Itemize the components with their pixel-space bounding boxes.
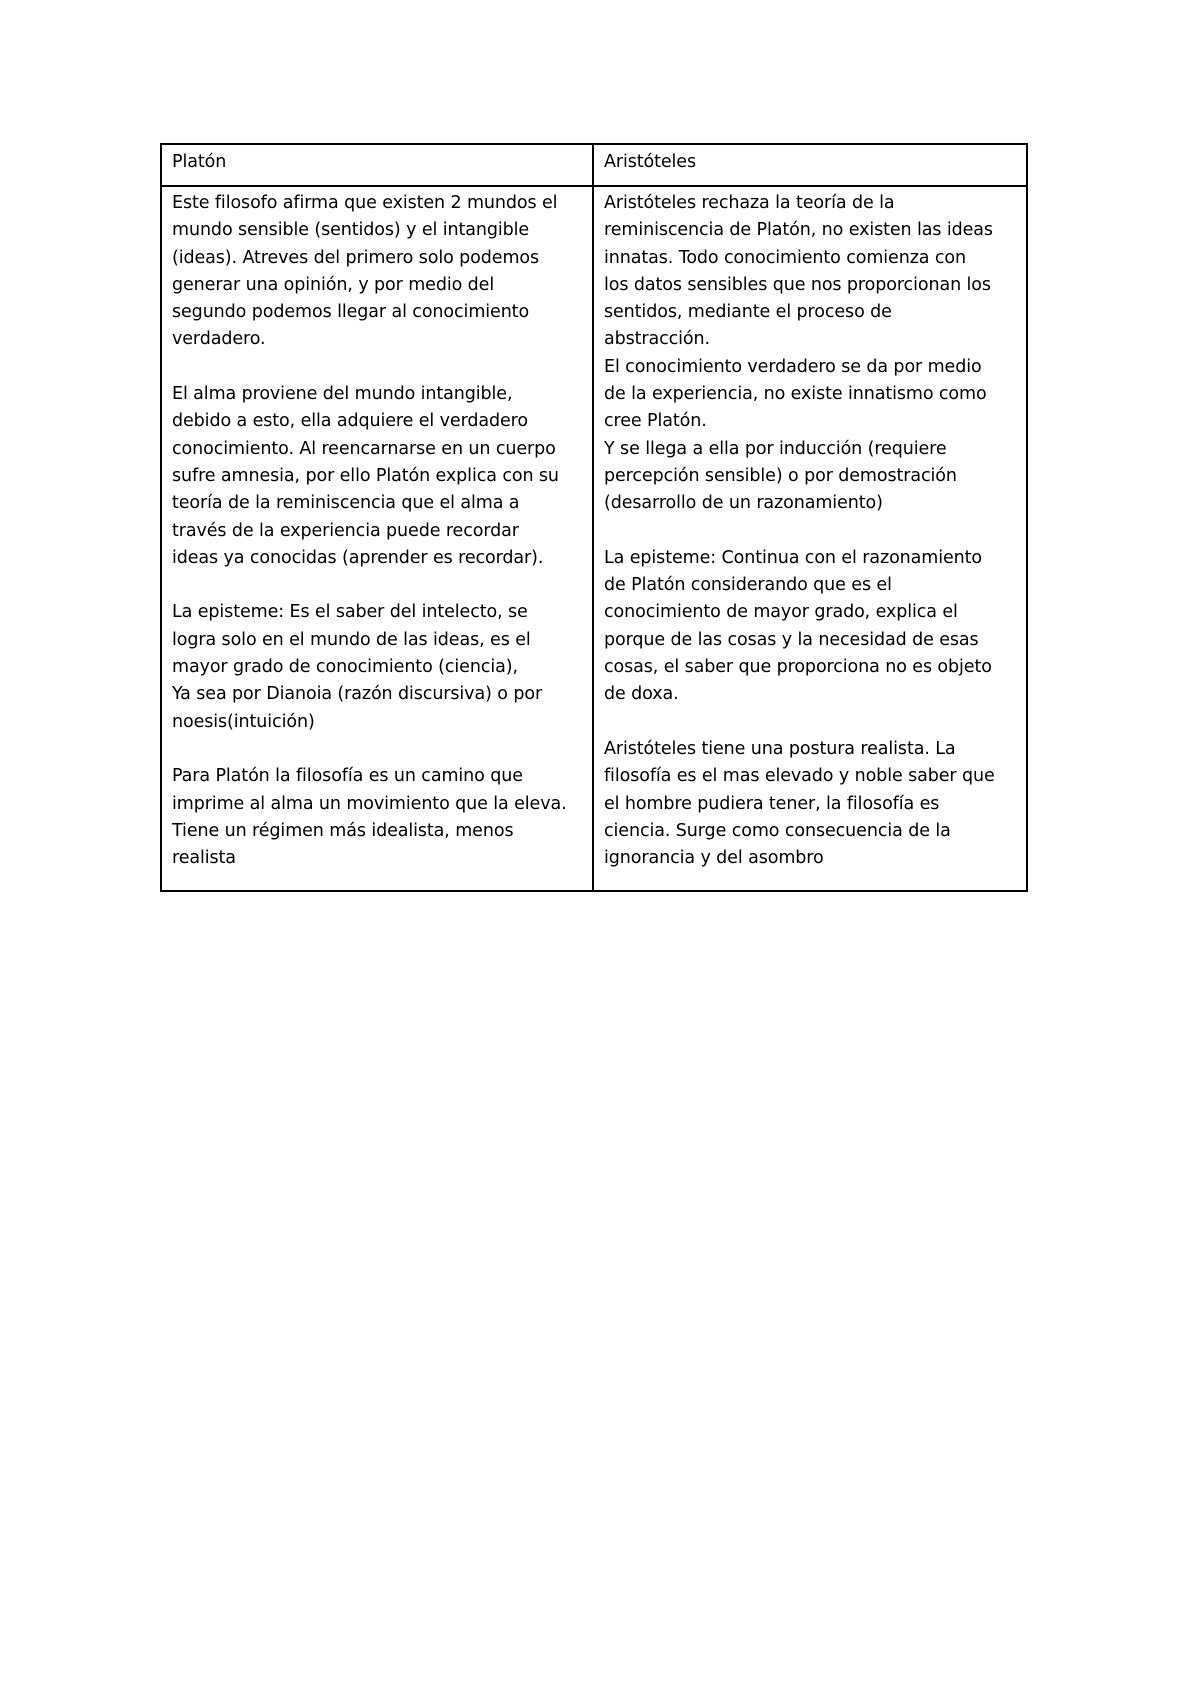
paragraph-spacer [172,572,582,599]
aristoteles-paragraph-reminiscence: Aristóteles rechaza la teoría de la reminiscencia de Platón, no existen las ideas innatas. Todo conocimiento comienza con los datos sensibles que nos proporcionan los sentidos, mediante el proceso de abstracción. El conocimiento verdadero se da por medio de la experiencia, no existe innatismo como cree Platón. Y se llega a ella por inducción (requiere percepción sensible) o por demostración (desarrollo de un razonamiento) [604,193,993,514]
header-platon: Platón [161,144,593,186]
header-aristoteles: Aristóteles [593,144,1027,186]
paragraph-spacer [604,518,1016,545]
platon-paragraph-soul: El alma proviene del mundo intangible, debido a esto, ella adquiere el verdadero conocimiento. Al reencarnarse en un cuerpo sufre amnesia, por ello Platón explica con su teoría de la reminiscencia que el alma a través de la experiencia puede recordar ideas ya conocidas (aprender es recordar). [172,384,559,568]
aristoteles-paragraph-philosophy: Aristóteles tiene una postura realista. La filosofía es el mas elevado y noble saber que el hombre pudiera tener, la filosofía es ciencia. Surge como consecuencia de la ignorancia y del asombro [604,738,995,869]
paragraph-spacer [172,736,582,763]
comparison-table [160,143,1028,892]
paragraph-spacer [604,709,1016,736]
paragraph-spacer [172,354,582,381]
table-header-row [161,144,1027,186]
aristoteles-paragraph-episteme: La episteme: Continua con el razonamiento de Platón considerando que es el conocimiento de mayor grado, explica el porque de las cosas y la necesidad de esas cosas, el saber que proporciona no es objeto de doxa. [604,547,992,705]
table-body-row [161,186,1027,891]
aristoteles-cell [593,186,1027,891]
platon-paragraph-philosophy: Para Platón la filosofía es un camino que imprime al alma un movimiento que la eleva. Tiene un régimen más idealista, menos realista [172,766,567,869]
platon-cell [161,186,593,891]
platon-paragraph-two-worlds: Este filosofo afirma que existen 2 mundos el mundo sensible (sentidos) y el intangible (ideas). Atreves del primero solo podemos generar una opinión, y por medio del segundo podemos llegar al conocimiento verdadero. [172,193,558,350]
platon-paragraph-episteme: La episteme: Es el saber del intelecto, se logra solo en el mundo de las ideas, es el mayor grado de conocimiento (ciencia), Ya sea por Dianoia (razón discursiva) o por noesis(intuición) [172,602,543,732]
